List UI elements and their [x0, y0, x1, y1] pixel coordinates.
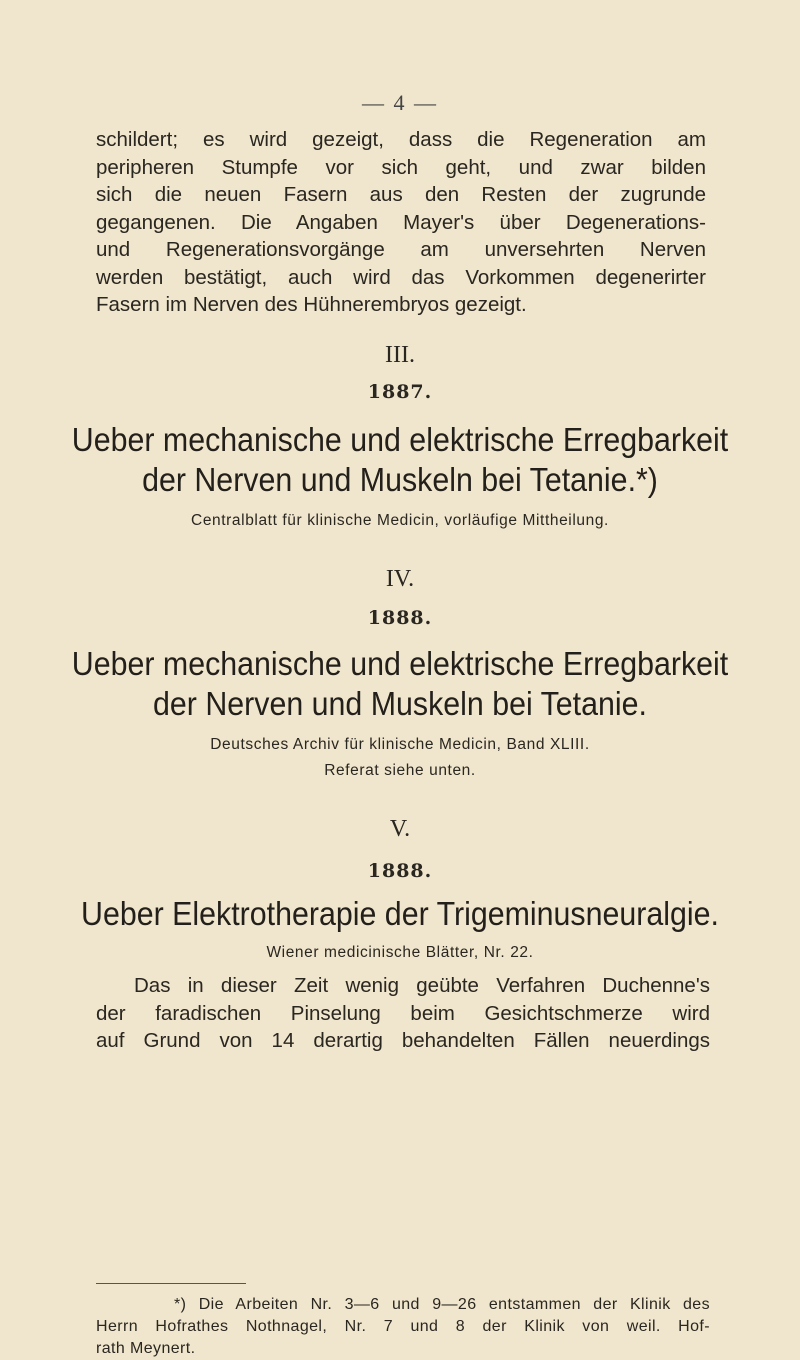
section-5-numeral: V. — [389, 816, 411, 842]
section-4-note: Referat siehe unten. — [324, 762, 476, 779]
section-3-year: 1887. — [367, 381, 433, 403]
section-4-numeral: IV. — [385, 566, 415, 592]
footnote-line: *) Die Arbeiten Nr. 3—6 und 9—26 entstammen der Klinik des — [174, 1296, 710, 1313]
paragraph-line: und Regenerationsvorgänge am unversehrten Nerven — [96, 238, 706, 261]
page-number: — 4 — — [362, 90, 438, 115]
paragraph-line: Fasern im Nerven des Hühnerembryos gezeigt. — [96, 293, 527, 316]
section-5-title — [32, 894, 768, 934]
section-5-body — [96, 972, 710, 1055]
section-3-title — [32, 420, 768, 500]
section-3-title-line2: der Nerven und Muskeln bei Tetanie.*) — [142, 461, 658, 498]
paragraph-line: sich die neuen Fasern aus den Resten der zugrunde — [96, 183, 706, 206]
paragraph-line: gegangenen. Die Angaben Mayer's über Degenerations- — [96, 210, 706, 234]
section-4-title-line1: Ueber mechanische und elektrische Erregbarkeit — [71, 645, 729, 682]
section-4-year: 1888. — [367, 607, 433, 629]
paragraph-line: auf Grund von 14 derartig behandelten Fällen neuerdings — [96, 1029, 710, 1052]
paragraph-line: schildert; es wird gezeigt, dass die Regeneration am — [96, 128, 706, 151]
intro-paragraph — [96, 126, 706, 319]
paragraph-line: der faradischen Pinselung beim Gesichtschmerze wird — [96, 1001, 710, 1025]
paragraph-line: werden bestätigt, auch wird das Vorkommen degenerirter — [96, 265, 706, 289]
section-4-title — [32, 644, 768, 724]
footnote-line: Herrn Hofrathes Nothnagel, Nr. 7 und 8 der Klinik von weil. Hof- — [96, 1318, 710, 1335]
section-4-source: Deutsches Archiv für klinische Medicin, Band XLIII. — [210, 736, 590, 753]
section-5-source: Wiener medicinische Blätter, Nr. 22. — [266, 944, 534, 961]
section-4-title-line2: der Nerven und Muskeln bei Tetanie. — [153, 685, 647, 722]
section-5-title-line: Ueber Elektrotherapie der Trigeminusneuralgie. — [81, 895, 719, 932]
section-3-source: Centralblatt für klinische Medicin, vorläufige Mittheilung. — [191, 512, 609, 529]
paragraph-line: Das in dieser Zeit wenig geübte Verfahren Duchenne's — [134, 974, 710, 997]
footnote-divider — [96, 1283, 246, 1284]
section-3-numeral: III. — [385, 342, 415, 368]
section-3-title-line1: Ueber mechanische und elektrische Erregbarkeit — [71, 421, 729, 458]
paragraph-line: peripheren Stumpfe vor sich geht, und zwar bilden — [96, 155, 706, 179]
section-5-year: 1888. — [367, 860, 433, 882]
footnote — [96, 1294, 710, 1360]
footnote-line: rath Meynert. — [96, 1340, 196, 1357]
